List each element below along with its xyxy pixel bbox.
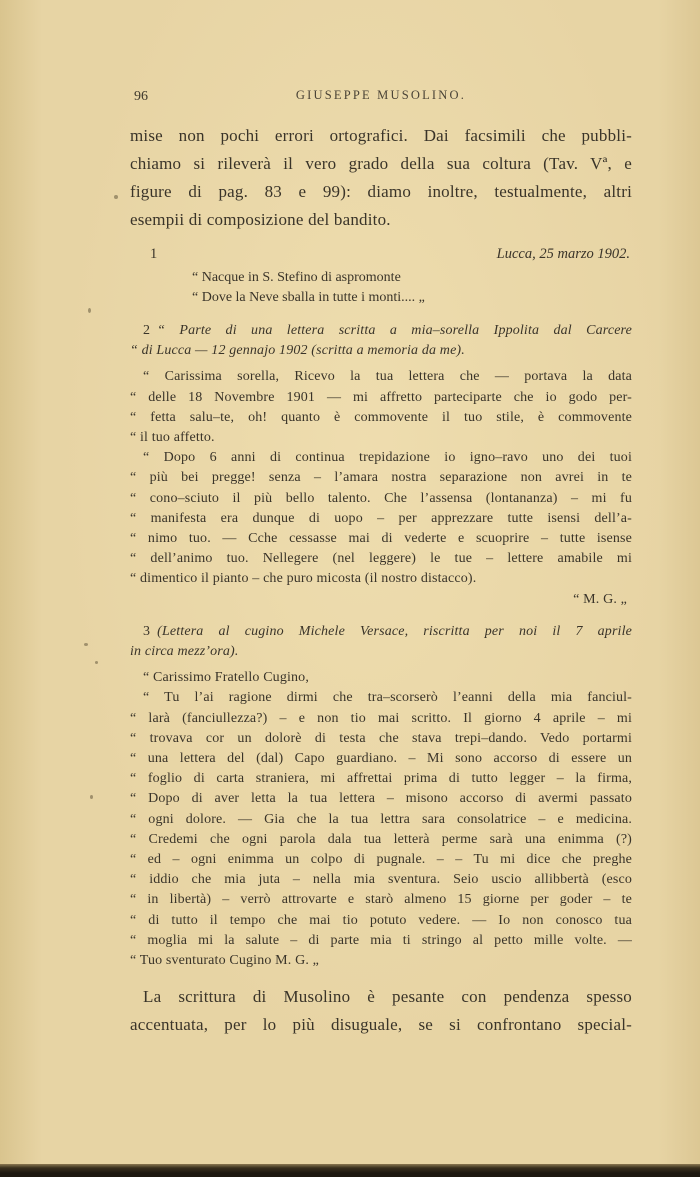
text-line: “ trovava cor un dolorè di testa che stava trepi–dando. Vedo portarmi [130,730,632,746]
text-line: “ Tuo sventurato Cugino M. G. „ [130,953,319,969]
letter-body-1 [130,367,632,609]
verse-quote [130,268,632,307]
heading-text: (Lettera al cugino Michele Versace, riscritta per noi il 7 aprile [157,623,632,639]
text-line: “ foglio di carta straniera, mi affrettai prima di tutto legger – la firma, [130,771,632,787]
heading-text: in circa mezz’ora). [130,644,239,660]
text-line [130,622,632,642]
scan-speck [95,661,98,664]
text-line: “ moglia mi la salute – di parte mia ti stringo al petto mille volte. — [130,932,632,948]
heading-text: “ di Lucca — 12 gennajo 1902 (scritta a memoria da me). [130,343,465,359]
section-number: 2 [143,323,151,338]
text-line: “ una lettera del (dal) Capo guardiano. – Mi sono accorso di essere un [130,751,632,767]
section-2-heading [130,321,632,361]
text-line: “ manifesta era dunque di uopo – per apprezzare tutte isensi dell’a- [130,510,632,526]
text-line: “ Dopo 6 anni di continua trepidazione io igno–ravo uno dei tuoi [143,450,632,466]
text-line: “ Carissima sorella, Ricevo la tua lettera che — portava la data [143,369,632,385]
text-line: “ Dopo di aver letta la tua lettera – misono accorso di avermi passato [130,791,632,807]
text-line: “ nimo tuo. — Cche cessasse mai di vederte e scuoprire – tutte isense [130,531,632,547]
text-line: chiamo si rileverà il vero grado della sua coltura (Tav. Vª, e [130,154,632,173]
text-line: accentuata, per lo più disuguale, se si confrontano special- [130,1015,632,1035]
page-bottom-shadow [0,1164,700,1177]
text-line: “ il tuo affetto. [130,430,215,446]
text-line: esempii di composizione del bandito. [130,210,391,229]
scan-speck [90,795,93,799]
section-3-heading [130,622,632,662]
text-line: mise non pochi errori ortografici. Dai facsimili che pubbli- [130,126,632,145]
closing-paragraph [130,983,632,1039]
text-line [130,642,632,662]
verse-line: “ Nacque in S. Stefino di aspromonte [192,270,401,285]
text-line: “ larà (fanciullezza?) – e non tio mai scritto. Il giorno 4 aprile – mi [130,710,632,726]
text-line: “ di tutto il tempo che mai tio potuto vedere. — Io non conosco tua [130,912,632,928]
heading-text: “ Parte di una lettera scritta a mia–sorella Ippolita dal Carcere [157,323,632,338]
text-line: figure di pag. 83 e 99): diamo inoltre, testualmente, altri [130,182,632,201]
text-line: “ Tu l’ai ragione dirmi che tra–scorserò l’eanni della mia fanciul- [143,690,632,706]
verse-line: “ Dove la Neve sballa in tutte i monti.... „ [192,289,425,305]
text-line: “ più bei pregge! senza – l’amara nostra separazione non avrei in te [130,470,632,486]
text-line: “ dimentico il pianto – che puro micosta (il nostro distacco). [130,571,477,587]
text-column [130,88,632,1039]
text-line: La scrittura di Musolino è pesante con pendenza spesso [143,987,632,1007]
text-line [130,321,632,341]
section-number: 1 [150,246,158,262]
section-1-header [130,246,632,263]
dateline: Lucca, 25 marzo 1902. [496,246,630,262]
running-header: GIUSEPPE MUSOLINO. [295,88,467,102]
text-line: “ Credemi che ogni parola dala tua letterà perme sarà una enimma (?) [130,831,632,847]
text-line: “ delle 18 Novembre 1901 — mi affretto parteciparte che io godo per- [130,389,632,405]
text-line: “ ed – ogni enimma un colpo di pugnale. – – Tu mi dice che preghe [130,852,632,868]
scan-speck [114,195,118,199]
text-line: “ dell’animo tuo. Nellegere (nel leggere) le tue – lettere amabile mi [130,551,632,567]
signature: “ M. G. „ [573,591,627,607]
scan-speck [88,308,91,313]
text-line: “ ogni dolore. — Gia che la tua lettra sara consolatrice – e medicina. [130,811,632,827]
page-header [130,88,632,106]
text-line [130,341,632,361]
section-number: 3 [143,623,151,639]
text-line: “ iddio che mia juta – nella mia sventura. Seio uscio allibbertà (esco [130,872,632,888]
scan-speck [84,643,88,646]
text-line: “ cono–sciuto il più bello talento. Che l’assensa (lontananza) – mi fu [130,490,632,506]
text-line: “ Carissimo Fratello Cugino, [143,670,309,686]
letter-body-2 [130,668,632,971]
text-line: “ in libertà) – verrò attrovarte e starò almeno 15 giorne per goder – te [130,892,632,908]
page-number: 96 [134,89,148,104]
text-line: “ fetta salu–te, oh! quanto è commovente il tuo stile, è commovente [130,409,632,425]
intro-paragraph [130,122,632,234]
